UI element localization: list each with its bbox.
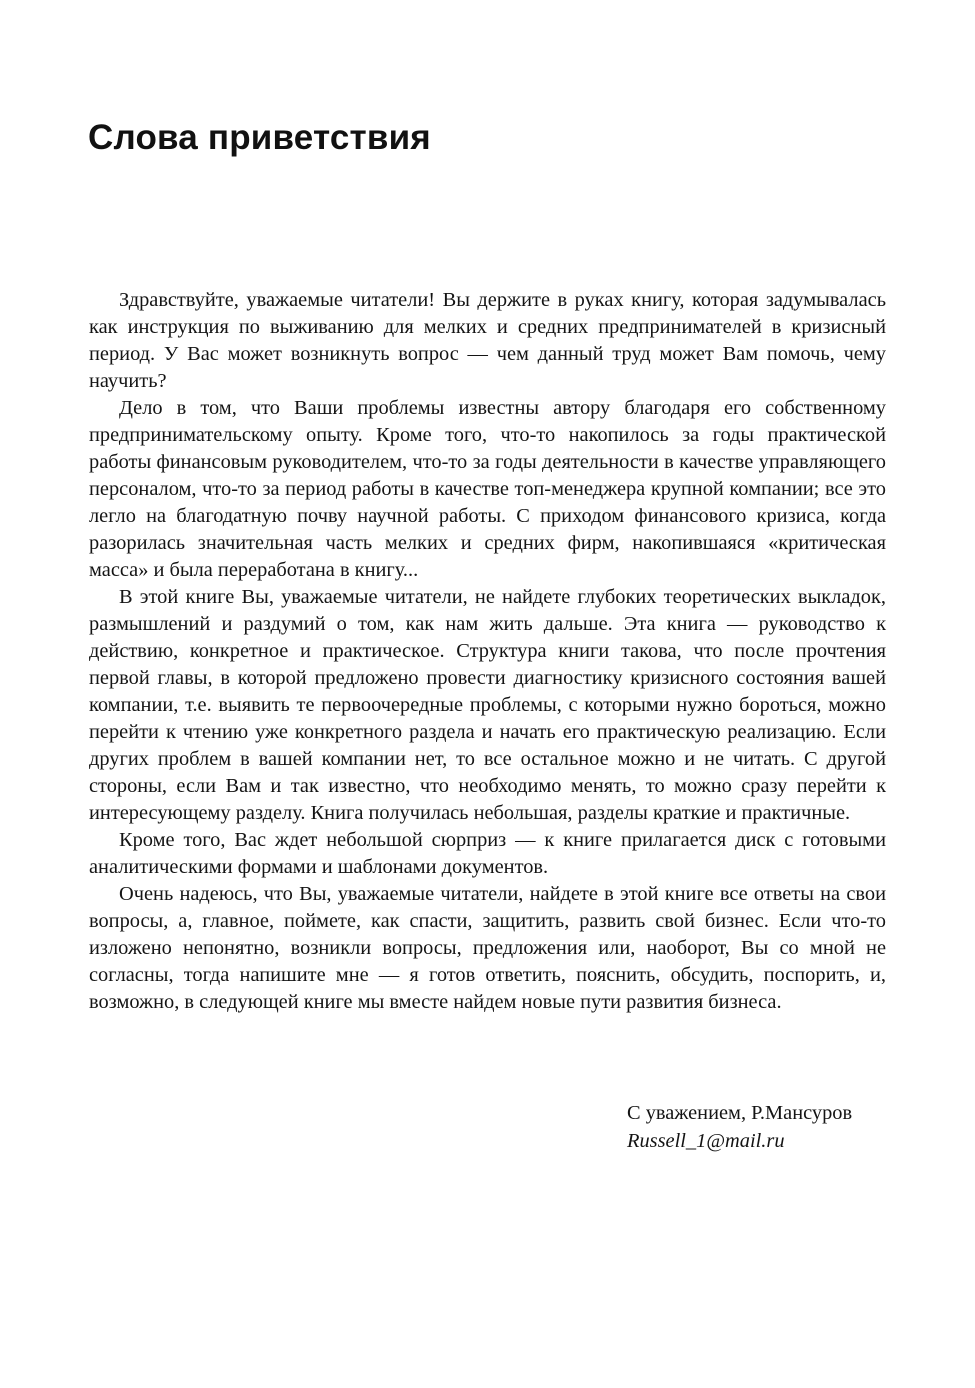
paragraph-author-experience: Дело в том, что Ваши проблемы известны автору благодаря его собственному предпринимательскому опыту. Кроме того, что-то накопилось за годы практической работы финансовым руководителем, что-то за годы деятельности в качестве управляющего персоналом, что-то за период работы в качестве топ-менеджера крупной компании; все это легло на благодатную почву научной работы. С приходом финансового кризиса, когда разорилась значительная часть мелких и средних фирм, накопившаяся «критическая масса» и была переработана в книгу... bbox=[89, 397, 886, 581]
paragraph-disk-surprise: Кроме того, Вас ждет небольшой сюрприз — к книге прилагается диск с готовыми аналитическими формами и шаблонами документов. bbox=[89, 829, 886, 878]
chapter-title: Слова приветствия bbox=[88, 118, 431, 157]
signature-block bbox=[627, 1099, 852, 1155]
paragraph-greeting: Здравствуйте, уважаемые читатели! Вы держите в руках книгу, которая задумывалась как инструкция по выживанию для мелких и средних предпринимателей в кризисный период. У Вас может возникнуть вопрос — чем данный труд может Вам помочь, чему научить? bbox=[89, 289, 886, 392]
body-text bbox=[89, 287, 886, 1016]
paragraph-book-structure: В этой книге Вы, уважаемые читатели, не найдете глубоких теоретических выкладок, размышлений и раздумий о том, как нам жить дальше. Эта книга — руководство к действию, конкретное и практическое. Структура книги такова, что после прочтения первой главы, в которой предложено провести диагностику кризисного состояния вашей компании, т.е. выявить те первоочередные проблемы, с которыми нужно бороться, можно перейти к чтению уже конкретного раздела и начать его практическую реализацию. Если других проблем в вашей компании нет, то все остальное можно и не читать. С другой стороны, если Вам и так известно, что необходимо менять, то можно сразу перейти к интересующему разделу. Книга получилась небольшая, разделы краткие и практичные. bbox=[89, 586, 886, 824]
author-email: Russell_1@mail.ru bbox=[627, 1130, 785, 1152]
paragraph-closing-wish: Очень надеюсь, что Вы, уважаемые читатели, найдете в этой книге все ответы на свои вопросы, а, главное, поймете, как спасти, защитить, развить свой бизнес. Если что-то изложено непонятно, возникли вопросы, предложения или, наоборот, Вы со мной не согласны, тогда напишите мне — я готов ответить, пояснить, обсудить, поспорить, и, возможно, в следующей книге мы вместе найдем новые пути развития бизнеса. bbox=[89, 883, 886, 1013]
signature-closing: С уважением, Р.Мансуров bbox=[627, 1102, 853, 1124]
